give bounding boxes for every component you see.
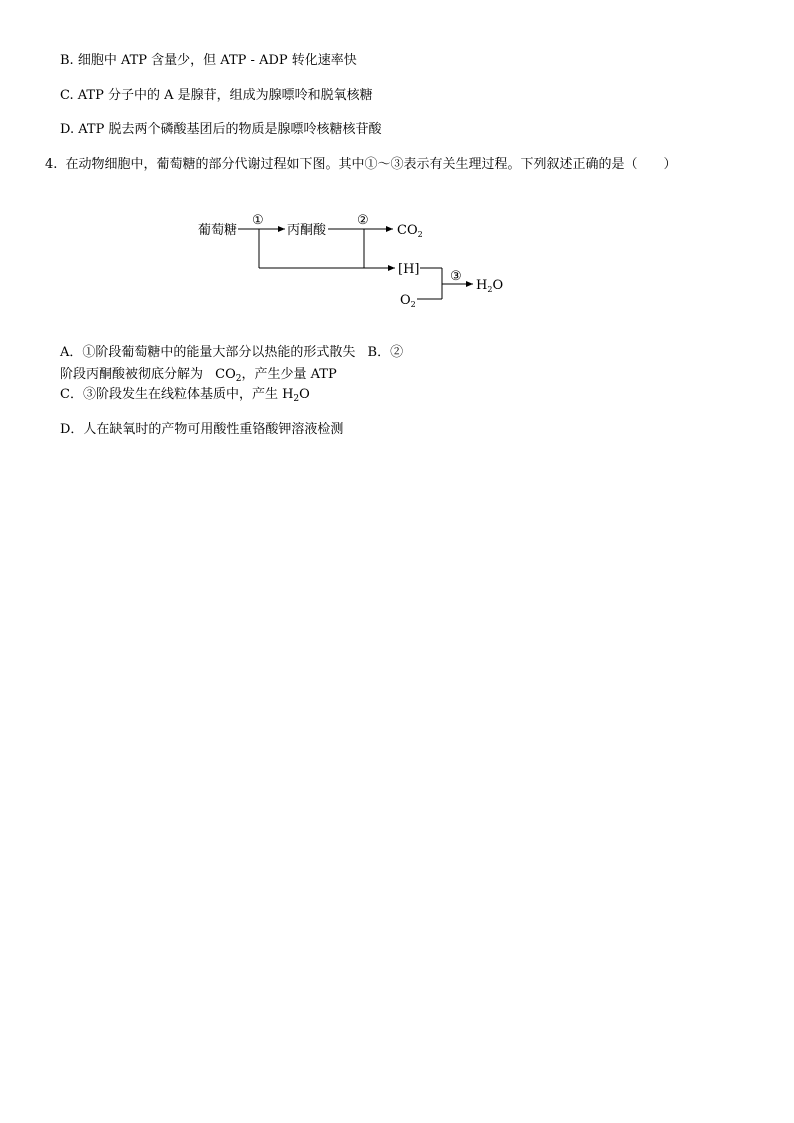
option-b-end: ，产生少量 ATP <box>241 367 337 382</box>
pyruvate-label: 丙酮酸 <box>287 223 327 238</box>
metabolism-diagram <box>180 200 520 320</box>
option-c: C．③阶段发生在线粒体基质中，产生 $H_2O$ <box>60 387 310 404</box>
option-c-prev: C. ATP 分子中的 A 是腺苷，组成为腺嘌呤和脱氧核糖 <box>60 88 373 103</box>
option-b-text: 阶段丙酮酸被彻底分解为 <box>60 367 204 382</box>
h-label: [H] <box>398 262 420 277</box>
co2-label: $CO_2$ <box>397 223 423 239</box>
option-a-text: A．①阶段葡萄糖中的能量大部分以热能的形式散失 <box>60 345 356 360</box>
step3-label: ③ <box>450 269 462 284</box>
option-b-prev: B. 细胞中 ATP 含量少，但 ATP - ADP 转化速率快 <box>60 53 357 68</box>
option-a <box>60 345 403 361</box>
o2-label: $O_2$ <box>400 293 416 309</box>
step1-label: ① <box>252 213 264 228</box>
option-b-label: B．② <box>367 345 404 360</box>
option-d-prev: D. ATP 脱去两个磷酸基团后的物质是腺嘌呤核糖核苷酸 <box>60 122 382 137</box>
question-text: 在动物细胞中，葡萄糖的部分代谢过程如下图。其中①～③表示有关生理过程。下列叙述正确的是（ ） <box>65 157 677 172</box>
step2-label: ② <box>357 213 369 228</box>
question-4 <box>45 157 677 173</box>
option-d: D．人在缺氧时的产物可用酸性重铬酸钾溶液检测 <box>60 422 344 437</box>
glucose-label: 葡萄糖 <box>198 223 238 238</box>
option-b-co2: $CO_2$ <box>215 367 242 384</box>
option-b-continued <box>60 367 337 383</box>
question-number: 4. <box>45 157 58 172</box>
h2o-label: $H_2O$ <box>476 278 504 294</box>
